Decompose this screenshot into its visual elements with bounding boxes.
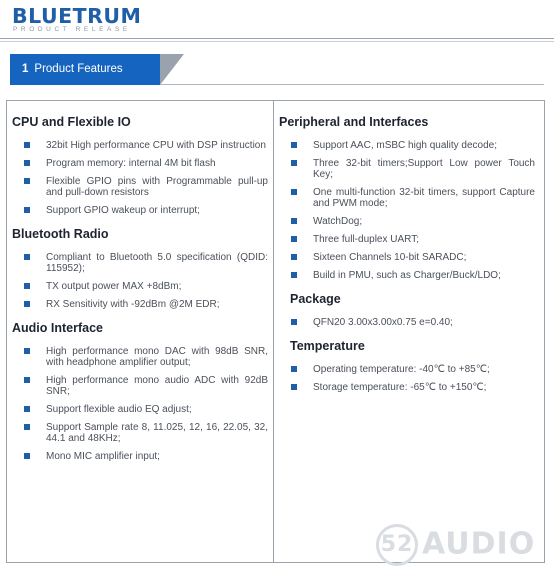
feature-item: [12, 404, 270, 415]
feature-text: WatchDog;: [313, 216, 363, 227]
section-divider: [160, 84, 544, 85]
square-bullet-icon: [291, 384, 297, 390]
group-title-bluetooth: Bluetooth Radio: [12, 227, 109, 241]
header-divider: [0, 38, 554, 39]
square-bullet-icon: [291, 319, 297, 325]
feature-item: [279, 270, 537, 281]
feature-group: [279, 114, 537, 281]
section-title: Product Features: [34, 63, 123, 75]
features-right-column: [279, 104, 537, 400]
feature-item: [12, 281, 270, 292]
feature-text: 32bit High performance CPU with DSP instruction: [46, 140, 266, 151]
feature-item: [12, 176, 270, 198]
table-column-divider: [273, 100, 274, 563]
feature-item: [279, 187, 537, 209]
square-bullet-icon: [24, 377, 30, 383]
feature-item: [279, 216, 537, 227]
watermark-circle: 52: [376, 524, 418, 566]
square-bullet-icon: [291, 272, 297, 278]
group-title-audio: Audio Interface: [12, 321, 103, 335]
feature-item: [279, 364, 537, 375]
feature-item: [12, 451, 270, 462]
square-bullet-icon: [24, 207, 30, 213]
feature-text: Compliant to Bluetooth 5.0 specification (QDID: 115952);: [46, 252, 268, 274]
section-tab-corner: [160, 54, 184, 85]
feature-group: [12, 320, 270, 462]
feature-item: [12, 140, 270, 151]
square-bullet-icon: [291, 189, 297, 195]
feature-text: Program memory: internal 4M bit flash: [46, 158, 216, 169]
square-bullet-icon: [291, 366, 297, 372]
group-title-package: Package: [290, 292, 341, 306]
feature-text: High performance mono audio ADC with 92dB SNR;: [46, 375, 268, 397]
feature-item: [279, 317, 537, 328]
square-bullet-icon: [24, 160, 30, 166]
feature-item: [279, 252, 537, 263]
feature-item: [12, 158, 270, 169]
feature-item: [12, 299, 270, 310]
feature-text: Support GPIO wakeup or interrupt;: [46, 205, 200, 216]
feature-text: Sixteen Channels 10-bit SARADC;: [313, 252, 467, 263]
feature-group: [279, 338, 537, 393]
square-bullet-icon: [24, 142, 30, 148]
group-title-temperature: Temperature: [290, 339, 365, 353]
feature-text: Three full-duplex UART;: [313, 234, 419, 245]
group-title-peripheral: Peripheral and Interfaces: [279, 115, 429, 129]
square-bullet-icon: [291, 254, 297, 260]
feature-text: Support AAC, mSBC high quality decode;: [313, 140, 497, 151]
feature-text: High performance mono DAC with 98dB SNR, with headphone amplifier output;: [46, 346, 268, 368]
square-bullet-icon: [291, 218, 297, 224]
feature-item: [279, 234, 537, 245]
square-bullet-icon: [24, 301, 30, 307]
square-bullet-icon: [24, 254, 30, 260]
brand-logo: BLUETRUM: [12, 4, 142, 28]
section-number: 1: [22, 63, 29, 75]
square-bullet-icon: [291, 142, 297, 148]
feature-text: Three 32-bit timers;Support Low power Touch Key;: [313, 158, 535, 180]
watermark-logo: [376, 524, 535, 566]
feature-text: Flexible GPIO pins with Programmable pull-up and pull-down resistors: [46, 176, 268, 198]
feature-item: [12, 375, 270, 397]
square-bullet-icon: [24, 348, 30, 354]
section-header-tab: [10, 54, 160, 85]
feature-text: RX Sensitivity with -92dBm @2M EDR;: [46, 299, 220, 310]
header-divider-light: [0, 41, 554, 42]
feature-text: Operating temperature: -40℃ to +85℃;: [313, 364, 490, 375]
feature-text: QFN20 3.00x3.00x0.75 e=0.40;: [313, 317, 453, 328]
brand-tagline: PRODUCT RELEASE: [13, 26, 131, 33]
feature-text: TX output power MAX +8dBm;: [46, 281, 182, 292]
square-bullet-icon: [291, 160, 297, 166]
feature-group: [279, 291, 537, 328]
feature-text: Mono MIC amplifier input;: [46, 451, 160, 462]
square-bullet-icon: [24, 453, 30, 459]
feature-item: [12, 346, 270, 368]
square-bullet-icon: [24, 424, 30, 430]
group-title-cpu: CPU and Flexible IO: [12, 115, 131, 129]
feature-text: One multi-function 32-bit timers, support Capture and PWM mode;: [313, 187, 535, 209]
square-bullet-icon: [24, 283, 30, 289]
watermark-text: AUDIO: [422, 526, 536, 562]
square-bullet-icon: [291, 236, 297, 242]
square-bullet-icon: [24, 406, 30, 412]
feature-item: [12, 252, 270, 274]
features-left-column: [12, 104, 270, 469]
feature-item: [279, 158, 537, 180]
feature-group: [12, 226, 270, 310]
square-bullet-icon: [24, 178, 30, 184]
feature-item: [12, 422, 270, 444]
feature-text: Support flexible audio EQ adjust;: [46, 404, 192, 415]
feature-text: Support Sample rate 8, 11.025, 12, 16, 22.05, 32, 44.1 and 48KHz;: [46, 422, 268, 444]
feature-group: [12, 114, 270, 216]
feature-item: [279, 382, 537, 393]
feature-text: Storage temperature: -65℃ to +150℃;: [313, 382, 487, 393]
feature-text: Build in PMU, such as Charger/Buck/LDO;: [313, 270, 501, 281]
feature-item: [279, 140, 537, 151]
feature-item: [12, 205, 270, 216]
